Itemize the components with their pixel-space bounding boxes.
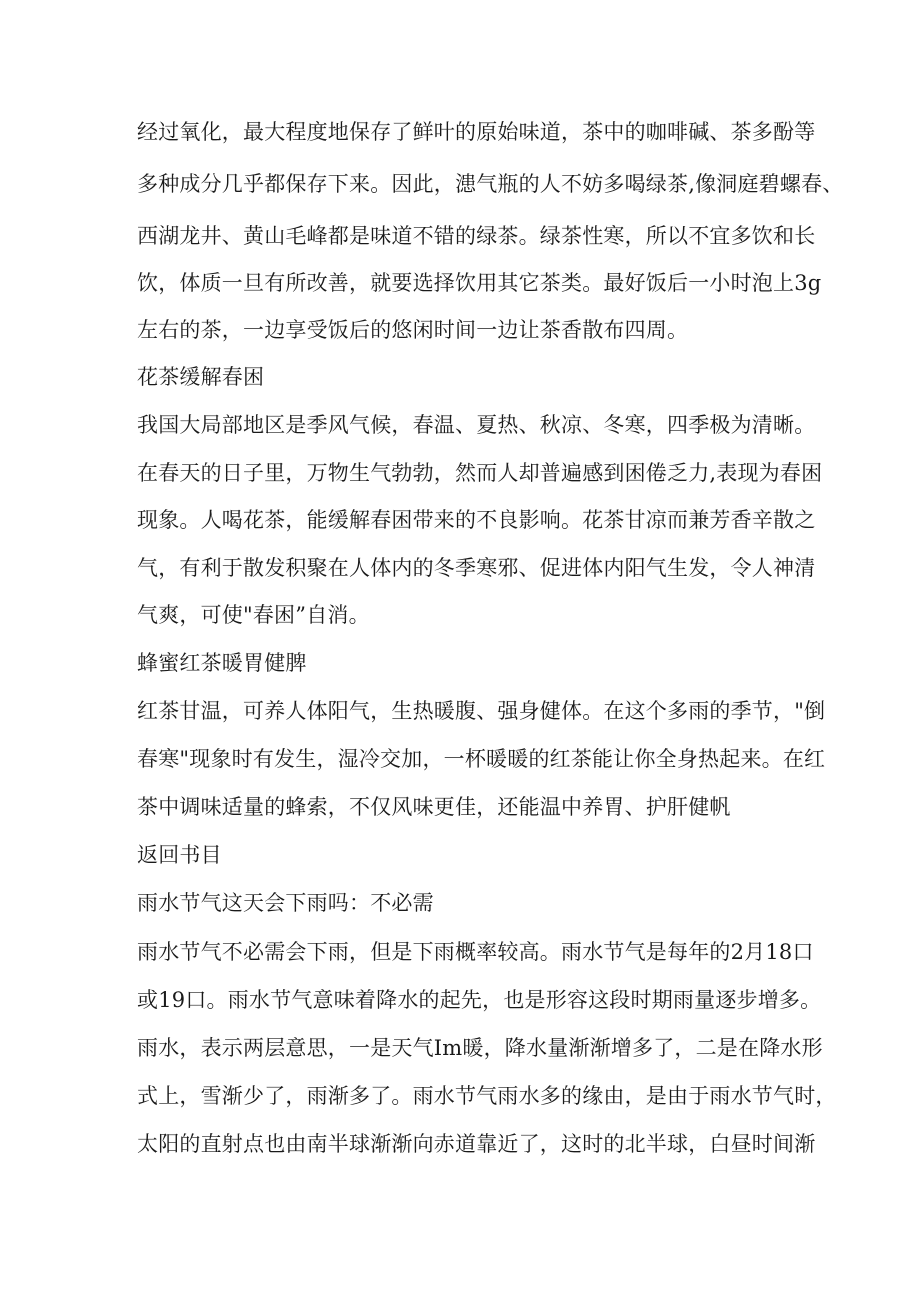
text-line: 或19口。雨水节气意味着降水的起先，也是形容这段时期雨量逐步增多。 (137, 988, 822, 1012)
text-line: 饮，体质一旦有所改善，就要选择饮用其它茶类。最好饭后一小时泡上3g (137, 271, 822, 295)
text-line: 经过氧化，最大程度地保存了鲜叶的原始味道，茶中的咖啡碱、茶多酚等 (137, 120, 816, 144)
section-heading: 雨水节气这天会下雨吗：不必需 (137, 891, 434, 915)
text-line: 太阳的直射点也由南半球渐渐向赤道靠近了，这时的北半球，白昼时间渐 (137, 1132, 816, 1156)
text-line: 我国大局部地区是季风气候，春温、夏热、秋凉、冬寒，四季极为清晰。 (137, 413, 816, 437)
text-line: 左右的茶，一边享受饭后的悠闲时间一边让茶香散布四周。 (137, 318, 689, 342)
text-line: 式上，雪渐少了，雨渐多了。雨水节气雨水多的缘由，是由于雨水节气时， (137, 1084, 837, 1108)
text-line: 茶中调味适量的蜂索，不仅风味更佳，还能温中养胃、护肝健帆 (137, 795, 731, 819)
text-line: 春寒"现象时有发生，湿冷交加，一杯暖暖的红茶能让你全身热起来。在红 (137, 747, 826, 771)
return-link[interactable]: 返回书目 (137, 843, 222, 867)
text-line: 现象。人喝花茶，能缓解春困带来的不良影响。花茶甘凉而兼芳香辛散之 (137, 508, 816, 532)
text-line: 在春天的日子里，万物生气勃勃，然而人却普遍感到困倦乏力,表现为春困 (137, 461, 823, 485)
text-line: 气，有利于散发积聚在人体内的冬季寒邪、促进体内阳气生发，令人神清 (137, 556, 816, 580)
text-line: 红茶甘温，可养人体阳气，生热暖腹、强身健体。在这个多雨的季节，"倒 (137, 699, 826, 723)
text-line: 雨水，表示两层意思，一是天气Im暖，降水量渐渐增多了，二是在降水形 (137, 1036, 823, 1060)
text-line: 气爽，可使"春困”自消。 (137, 603, 370, 627)
section-heading: 花茶缓解春困 (137, 365, 265, 389)
text-line: 雨水节气不必需会下雨，但是下雨概率较高。雨水节气是每年的2月18口 (137, 940, 814, 964)
text-line: 西湖龙井、黄山毛峰都是味道不错的绿茶。绿茶性寒，所以不宜多饮和长 (137, 224, 816, 248)
section-heading: 蜂蜜红茶暖胃健脾 (137, 651, 307, 675)
text-line: 多种成分几乎都保存下来。因此，漶气瓶的人不妨多喝绿茶,像洞庭碧螺春、 (137, 172, 844, 196)
